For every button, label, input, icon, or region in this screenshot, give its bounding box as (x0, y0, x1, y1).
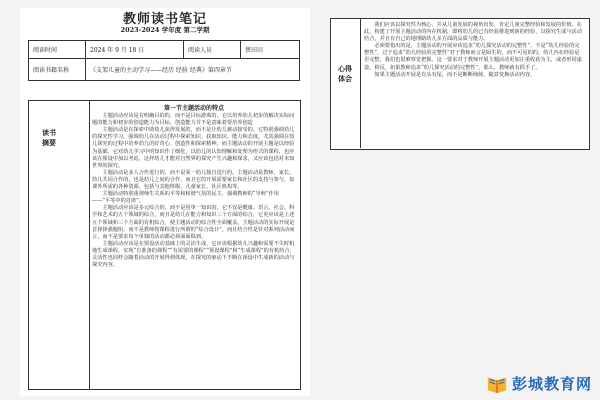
date-label: 阅读时间 (29, 41, 86, 59)
book-value: 《支架儿童的主动学习——经历 经验 经典》第四章节 (86, 59, 300, 81)
header-table (28, 40, 300, 81)
page-subtitle: 2023-2024 学年度 第二学期 (120, 26, 210, 34)
summary-label: 读书摘要 (42, 128, 56, 147)
summary-paragraph: 主题活动应该是有明确目的的，而不是目标游离的，它以培养幼儿初步的解决实际问题的能力和初步的创造能力为目标，创造能力并不是意味着要培养创造 (92, 113, 295, 127)
date-value: 2024 年 9 月 18 日 (86, 41, 184, 59)
reflection-label: 心得体会 (338, 64, 352, 83)
column-divider (360, 18, 361, 148)
summary-column (28, 100, 90, 390)
right-page (330, 18, 590, 150)
book-label: 阅读书籍名称 (29, 59, 86, 81)
section-title: 第一节主题活动的特点 (163, 105, 224, 112)
reader-label: 阅读人员 (184, 41, 241, 59)
reflection-paragraph: 我们应该以探究性为核心，并从儿童发展的视角出发，肯定儿童完整经验和发展的价值。在此，构建了开展主题活动的内在机制，即将幼儿的已有经验推进到新的经验，以探究生成与活动结合，并且有自己的地理路幼儿多方面的品质与能力。 (364, 22, 582, 43)
left-page (20, 8, 310, 396)
summary-paragraph: 主题活动应该是多元综合的，而不是用单一知识的，它不仅是健康、语言、社会、科学和艺术的五个领域的综合，而且是幼儿在能力和知识三个方面的综合，它更应该是上述五个领域和三个方面的有机综合，使主题活动的综合性全面覆盖，主题活动的实际开展是首择择强题组，而不是教师按课程进行所谓的“综合设计”。而且结合性是针对系列活动而言，而不是要求每个单独的活动都必须面面俱到。 (92, 205, 295, 240)
summary-paragraph: 主题活动是在探索中助幼儿获得发展的，而不是让幼儿被动接受的。它特别强调幼儿的探究性学习，强调幼儿在活动过程中探索知识、获取知识、能力和态度，尤其强调在幼儿探究的过程中培养幼儿的好奇心、创造性和探索精神。而主题活动的开展主题是以经验为基础，它对幼儿学习中的知识作了细化，以幼儿的认知理解和处理为形式的课程，也应该在预设中加以考虑，这样幼儿才能对自然界的探究产生兴趣和探求，又应该包括对未知世界的探究。 (92, 127, 295, 169)
reflection-body (364, 22, 584, 79)
reflection-paragraph: 必须要指出的是，主题活动的开展应该追求“幼儿探究活动的完整性”，不是“幼儿经验的完整性”，过于追求“幼儿经验的完整性”对于教师而言是陌生的，而不可见的的，幼儿内在经验是否完整，我们也很难察觉把握。这一要求对于教师开展主题活动更加注重收获为主，或者形同虚设。相反，如果教师追求“幼儿探究活动的完整性”，那么，教师就有抓手了。 (364, 43, 582, 71)
watermark-logo (486, 372, 592, 394)
book-logo-icon (486, 372, 508, 394)
summary-paragraph: 主题活动应该是在预设活动基础上的灵活生成，它应该根据幼儿兴趣和需要不失时机地生成课程，实现“有准备的课程”“有需要的课程”“预设课程”和“生成课程”的有机结合，灵活性也同样会随着活动的开展得到体现，在探究的驱动下不断在预设中生成新的活动与探究内容。 (92, 240, 295, 269)
reflection-paragraph: 如果主题活动开展是有头有尾，而不是断断续续，随意变换活动内容。 (374, 71, 536, 78)
summary-paragraph: 主题活动是多人合作进行的，而不是某一幼儿独自进行的。主题活动是教师、家长、幼儿共同合作的，也是幼儿之间的合作，而且它的开展需要家长和社区的支持与参与，如课外所需的各种资源，包括与其他班级、儿童家长、社区机构等。 (92, 169, 295, 191)
logo-text: 彭城教育网 (511, 374, 592, 393)
summary-body (88, 100, 301, 390)
summary-paragraph: 主题活动特别重视师生关系的平等和和谐气氛的民主，强调教师的“导师”作用——“平等中的首席”。 (92, 191, 279, 205)
page-title: 教师读书笔记 (122, 12, 207, 27)
reader-value: 蔡田田 (241, 41, 300, 59)
